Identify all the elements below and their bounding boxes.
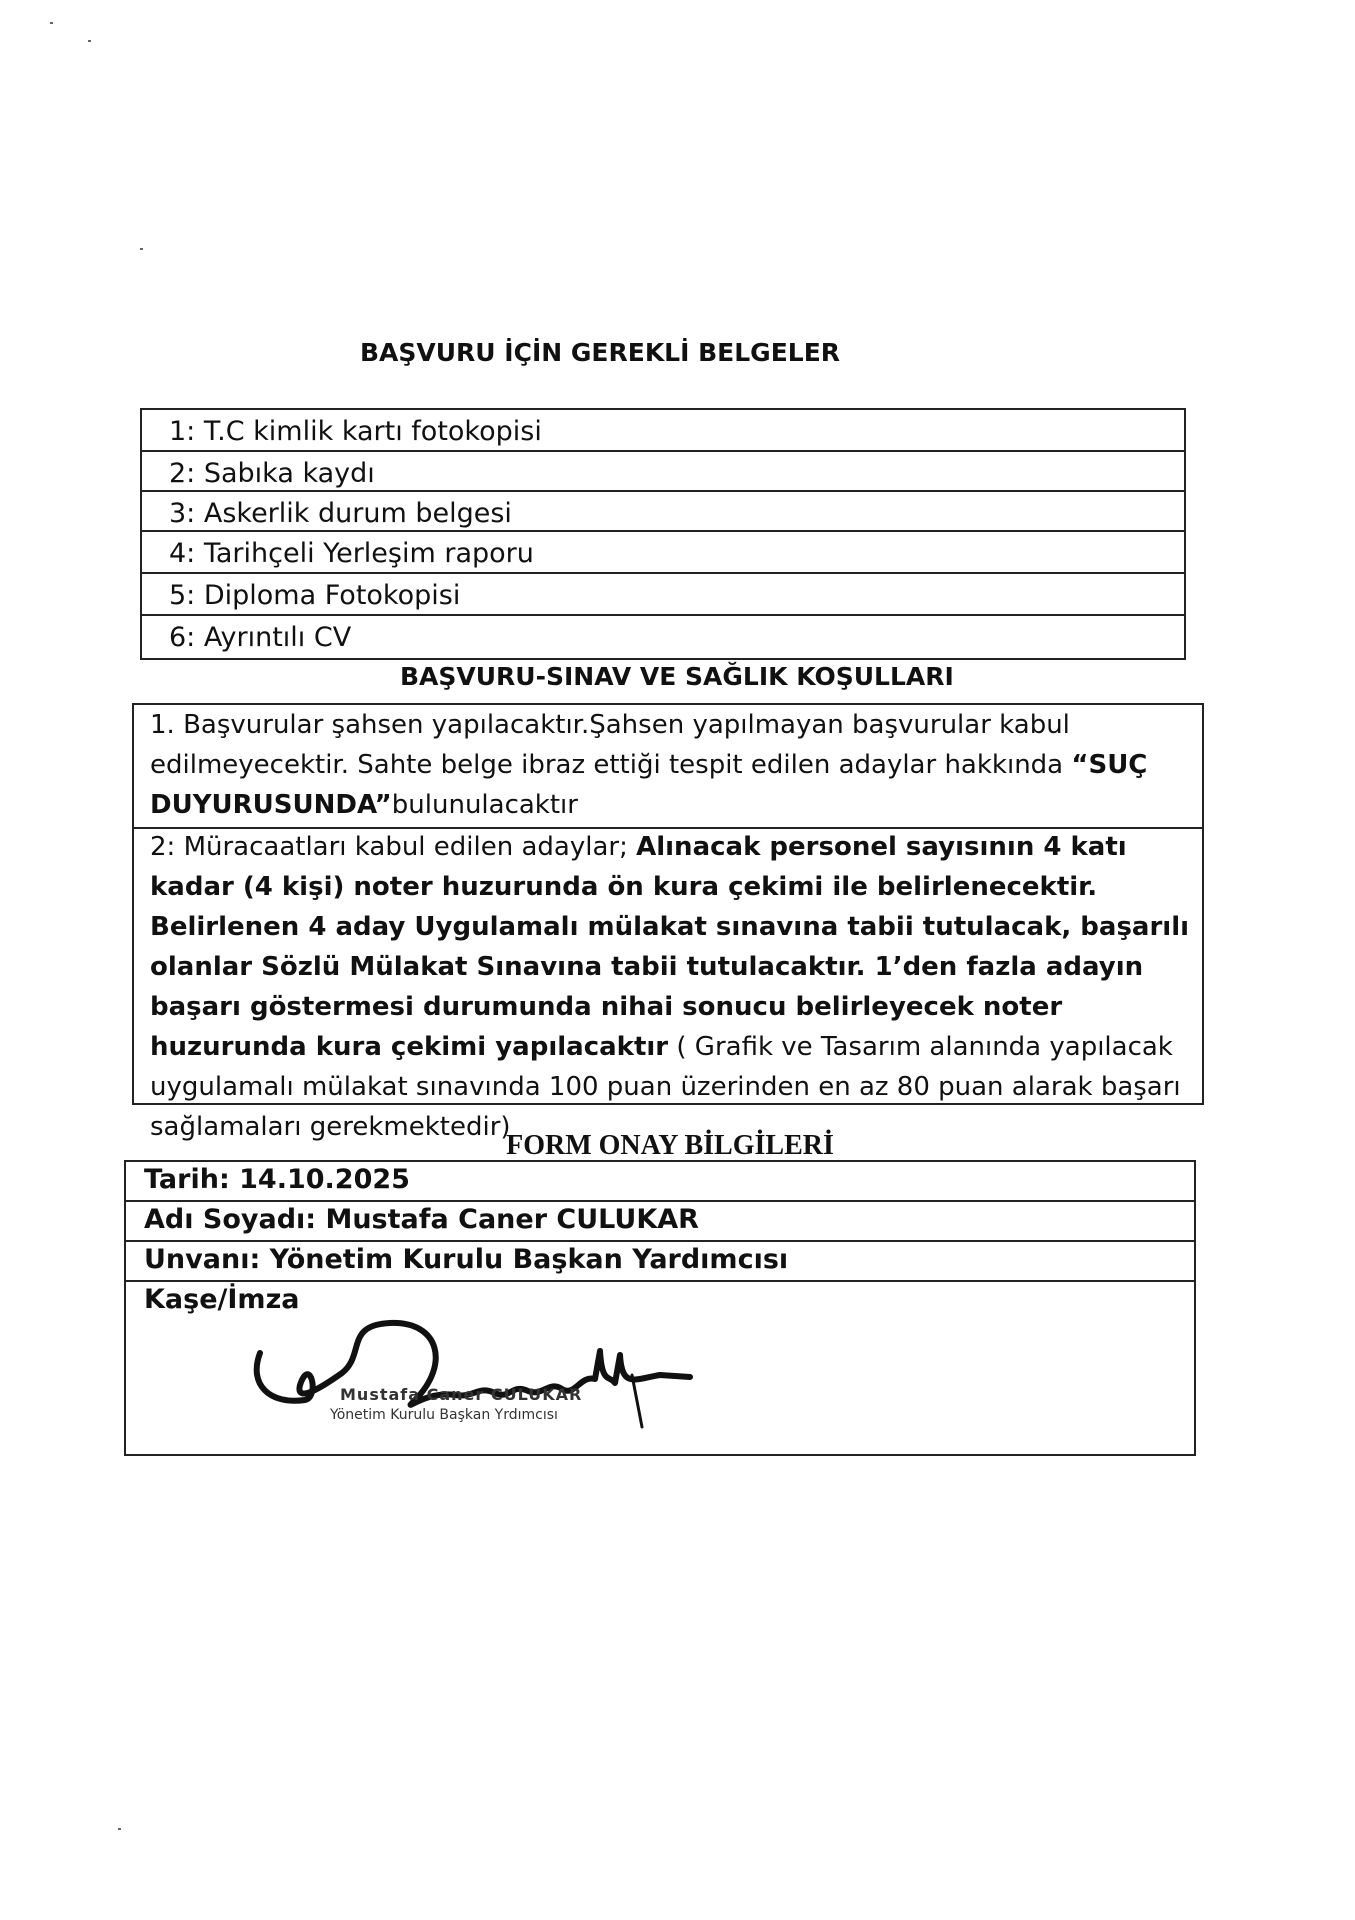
condition-1-text	[150, 705, 1192, 825]
condition-2-text	[150, 827, 1192, 1147]
table-row	[142, 574, 1184, 616]
condition-1-end: bulunulacaktır	[391, 790, 578, 820]
table-row	[142, 616, 1184, 660]
condition-row-2	[134, 829, 1202, 1142]
signature-title: Yönetim Kurulu Başkan Yrdımcısı	[330, 1407, 558, 1423]
signature-image	[250, 1315, 730, 1445]
form-title: FORM ONAY BİLGİLERİ	[506, 1130, 834, 1161]
documents-table	[140, 408, 1186, 660]
form-row-position	[126, 1242, 1194, 1282]
table-row	[142, 452, 1184, 492]
condition-2-emphasis: Alınacak personel sayısının 4 katı kadar (4 kişi) noter huzurunda ön kura çekimi ile belirlenecektir. Belirlenen 4 aday Uygulamalı mülakat sınavına tabii tutulacak, başarılı olanlar Sözlü Mülakat Sınavına tabii tutulacaktır. 1’den fazla adayın başarı göstermesi durumunda nihai sonucu belirleyecek noter huzurunda kura çekimi yapılacaktır	[150, 832, 1190, 1062]
form-position: Unvanı: Yönetim Kurulu Başkan Yardımcısı	[144, 1244, 789, 1275]
form-name: Adı Soyadı: Mustafa Caner CULUKAR	[144, 1204, 699, 1235]
form-row-name	[126, 1202, 1194, 1242]
document-item: 1: T.C kimlik kartı fotokopisi	[169, 416, 542, 447]
condition-2-end: ( Grafik ve Tasarım alanında yapılacak uygulamalı mülakat sınavında 100 puan üzerinden en az 80 puan alarak başarı sağlamaları gerekmektedir)	[150, 1032, 1181, 1142]
condition-row-1	[134, 705, 1202, 829]
form-stamp-label: Kaşe/İmza	[144, 1284, 300, 1315]
scan-speck	[50, 22, 53, 24]
documents-title: BAŞVURU İÇİN GEREKLİ BELGELER	[360, 338, 841, 367]
scan-speck	[140, 248, 143, 250]
table-row	[142, 532, 1184, 574]
condition-1-intro: 1. Başvurular şahsen yapılacaktır.Şahsen yapılmayan başvurular kabul edilmeyecektir. Sahte belge ibraz ettiği tespit edilen adaylar hakkında	[150, 710, 1072, 780]
scan-speck	[118, 1828, 121, 1830]
form-row-date	[126, 1162, 1194, 1202]
condition-1-emphasis: “SUÇ DUYURUSUNDA”	[150, 750, 1148, 820]
document-item: 3: Askerlik durum belgesi	[169, 498, 512, 529]
condition-2-intro: 2: Müracaatları kabul edilen adaylar;	[150, 832, 637, 862]
document-item: 4: Tarihçeli Yerleşim raporu	[169, 538, 534, 569]
document-item: 2: Sabıka kaydı	[169, 458, 375, 489]
table-row	[142, 492, 1184, 532]
document-item: 5: Diploma Fotokopisi	[169, 580, 461, 611]
form-date: Tarih: 14.10.2025	[144, 1164, 410, 1195]
signature-name: Mustafa Caner CULUKAR	[340, 1385, 583, 1404]
table-row	[142, 410, 1184, 452]
conditions-title: BAŞVURU-SINAV VE SAĞLIK KOŞULLARI	[400, 662, 954, 691]
document-item: 6: Ayrıntılı CV	[169, 622, 352, 653]
conditions-table	[132, 703, 1204, 1142]
scan-speck	[88, 40, 91, 42]
